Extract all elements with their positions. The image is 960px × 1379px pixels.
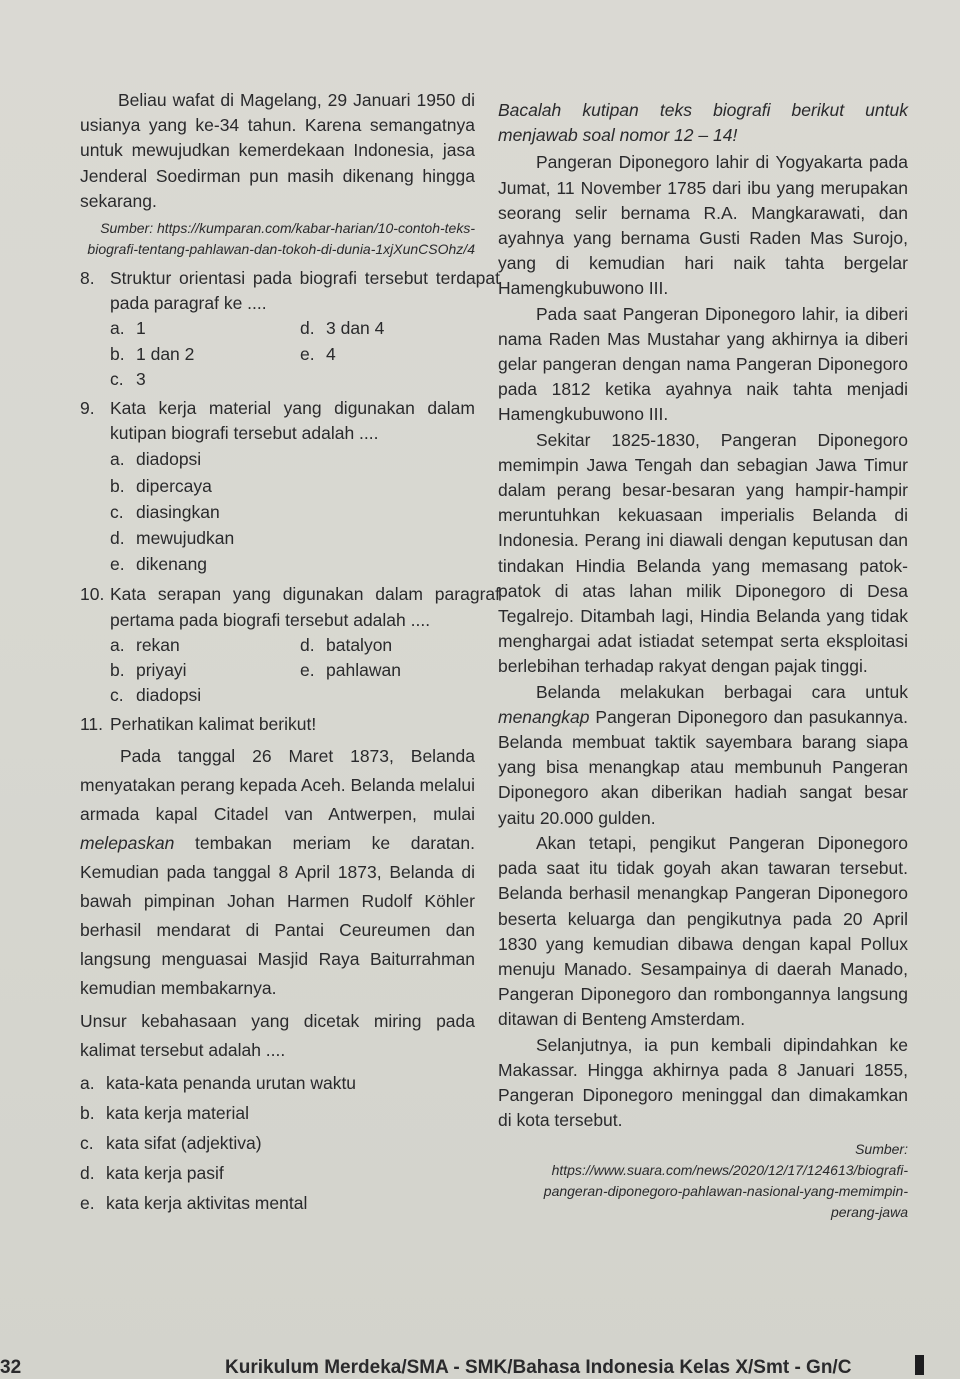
- biography-paragraph-1: Pangeran Diponegoro lahir di Yogyakarta pada Jumat, 11 November 1785 dari ibu yang merupakan seorang selir bernama R.A. Mangkarawati, dan ayahnya yang bernama Gusti Raden Mas Surojo, yang di kemudian hari naik tahta bergelar Hamengkubuwono III.: [498, 152, 908, 299]
- question-10-options: [110, 633, 500, 709]
- italic-word: menangkap: [498, 706, 590, 727]
- question-number: 8.: [80, 268, 95, 289]
- option-b: b. priyayi: [110, 660, 187, 681]
- question-text: Struktur orientasi pada biografi tersebut terdapat pada paragraf ke ....: [110, 268, 500, 314]
- question-9: [80, 396, 475, 578]
- biography-source: Sumber: https://www.suara.com/news/2020/12/17/124613/biografi-pangeran-diponegoro-pahlawan-nasional-yang-memimpin-perang-jawa: [543, 1141, 908, 1221]
- biography-paragraph-3: Sekitar 1825-1830, Pangeran Diponegoro memimpin Jawa Tengah dan sebagian Jawa Timur dalam perang besar-besaran yang hampir-hampir meruntuhkan kekuasaan imperialis Belanda di Indonesia. Perang ini diawali dengan keputusan dan tindakan Hindia Belanda yang memasang patok-patok di atas lahan milik Diponegoro di Desa Tegalrejo. Ditambah lagi, Hindia Belanda yang tidak menghargai adat istiadat setempat serta eksploitasi berlebihan terhadap rakyat dengan pajak tinggi.: [498, 429, 908, 677]
- question-11-quote: [80, 742, 475, 1003]
- question-10: [80, 582, 500, 708]
- biography-paragraph-6: Selanjutnya, ia pun kembali dipindahkan ke Makassar. Hingga akhirnya pada 8 Januari 1855, Pangeran Diponegoro meninggal dan dimakamkan di kota tersebut.: [498, 1034, 908, 1131]
- option-a: a. diadopsi: [110, 449, 202, 470]
- option-e: e. pahlawan: [300, 660, 401, 681]
- option-e: e. dikenang: [110, 554, 208, 575]
- question-11-options: [80, 1069, 475, 1218]
- option-e: e. 4: [300, 343, 336, 364]
- option-d: d. mewujudkan: [110, 528, 235, 549]
- option-b: b. kata kerja material: [80, 1102, 249, 1123]
- option-c: c. diasingkan: [110, 501, 220, 522]
- option-b: b. dipercaya: [110, 475, 212, 496]
- question-9-options: [110, 447, 475, 577]
- question-text: Perhatikan kalimat berikut!: [110, 714, 317, 735]
- quote-text-a: Pada tanggal 26 Maret 1873, Belanda menyatakan perang kepada Aceh. Belanda melalui armada kapal Citadel van Antwerpen, mulai: [80, 745, 475, 824]
- footer-text: Kurikulum Merdeka/SMA - SMK/Bahasa Indonesia Kelas X/Smt - Gn/C: [225, 1357, 852, 1378]
- footer-marker: [915, 1355, 924, 1375]
- option-c: c. kata sifat (adjektiva): [80, 1132, 262, 1153]
- intro-source: Sumber: https://kumparan.com/kabar-harian/10-contoh-teks-biografi-tentang-pahlawan-dan-tokoh-di-dunia-1xjXunCSOhz/4: [87, 220, 475, 258]
- question-text: Kata kerja material yang digunakan dalam kutipan biografi tersebut adalah ....: [110, 398, 475, 444]
- option-d: d. 3 dan 4: [300, 318, 385, 339]
- biography-paragraph-2: Pada saat Pangeran Diponegoro lahir, ia diberi nama Raden Mas Mustahar yang akhirnya ia diberi gelar pangeran dengan nama Pangeran Diponegoro pada 1812 ketika ayahnya naik tahta menjadi Hamengkubuwono III.: [498, 303, 908, 425]
- intro-paragraph: Beliau wafat di Magelang, 29 Januari 1950 di usianya yang ke-34 tahun. Karena semangatnya untuk mewujudkan kemerdekaan Indonesia, jasa Jenderal Soedirman pun masih dikenang hingga sekarang.: [80, 90, 475, 211]
- question-8-options: [110, 316, 500, 392]
- option-c: c. 3: [110, 368, 146, 389]
- question-8: [80, 266, 500, 392]
- question-number: 9.: [80, 398, 95, 419]
- question-number: 10.: [80, 584, 105, 605]
- option-a: a. rekan: [110, 634, 180, 655]
- quote-italic-word: melepaskan: [80, 832, 175, 853]
- option-b: b. 1 dan 2: [110, 343, 195, 364]
- option-e: e. kata kerja aktivitas mental: [80, 1192, 308, 1213]
- biography-paragraph-4: Belanda melakukan berbagai cara untuk menangkap Pangeran Diponegoro dan pasukannya. Belanda membuat taktik sayembara barang siapa yang bisa menangkap atau membunuh Pangeran Diponegoro akan diberikan hadiah sangat besar yaitu 20.000 gulden.: [498, 681, 908, 828]
- option-a: a. kata-kata penanda urutan waktu: [80, 1072, 357, 1093]
- quote-text-b: tembakan meriam ke daratan. Kemudian pada tanggal 8 April 1873, Belanda di bawah pimpinan Johan Harmen Rudolf Köhler berhasil mendarat di Pantai Ceureumen dan langsung menguasai Masjid Raya Baiturrahman kemudian membakarnya.: [80, 832, 475, 998]
- option-d: d. batalyon: [300, 634, 393, 655]
- page-footer: [0, 1347, 960, 1379]
- reading-instruction: Bacalah kutipan teks biografi berikut untuk menjawab soal nomor 12 – 14!: [498, 100, 908, 146]
- option-c: c. diadopsi: [110, 685, 202, 706]
- option-d: d. kata kerja pasif: [80, 1162, 224, 1183]
- page-number: 32: [0, 1357, 22, 1378]
- option-a: a. 1: [110, 318, 146, 339]
- question-11: [80, 712, 475, 737]
- question-11-prompt: Unsur kebahasaan yang dicetak miring pada kalimat tersebut adalah ....: [80, 1010, 475, 1060]
- left-column: [80, 88, 500, 1219]
- question-number: 11.: [80, 714, 104, 735]
- biography-paragraph-5: Akan tetapi, pengikut Pangeran Diponegoro pada saat itu tidak goyah akan tawaran tersebut. Belanda berhasil menangkap Pangeran Diponegoro beserta keluarga dan pengikutnya pada 20 April 1830 yang kemudian dibawa dengan kapal Pollux menuju Manado. Sesampainya di daerah Manado, Pangeran Diponegoro dan rombongannya langsung ditawan di Benteng Amsterdam.: [498, 832, 908, 1030]
- question-text: Kata serapan yang digunakan dalam paragraf pertama pada biografi tersebut adalah ....: [110, 584, 500, 630]
- right-column: [498, 98, 908, 1229]
